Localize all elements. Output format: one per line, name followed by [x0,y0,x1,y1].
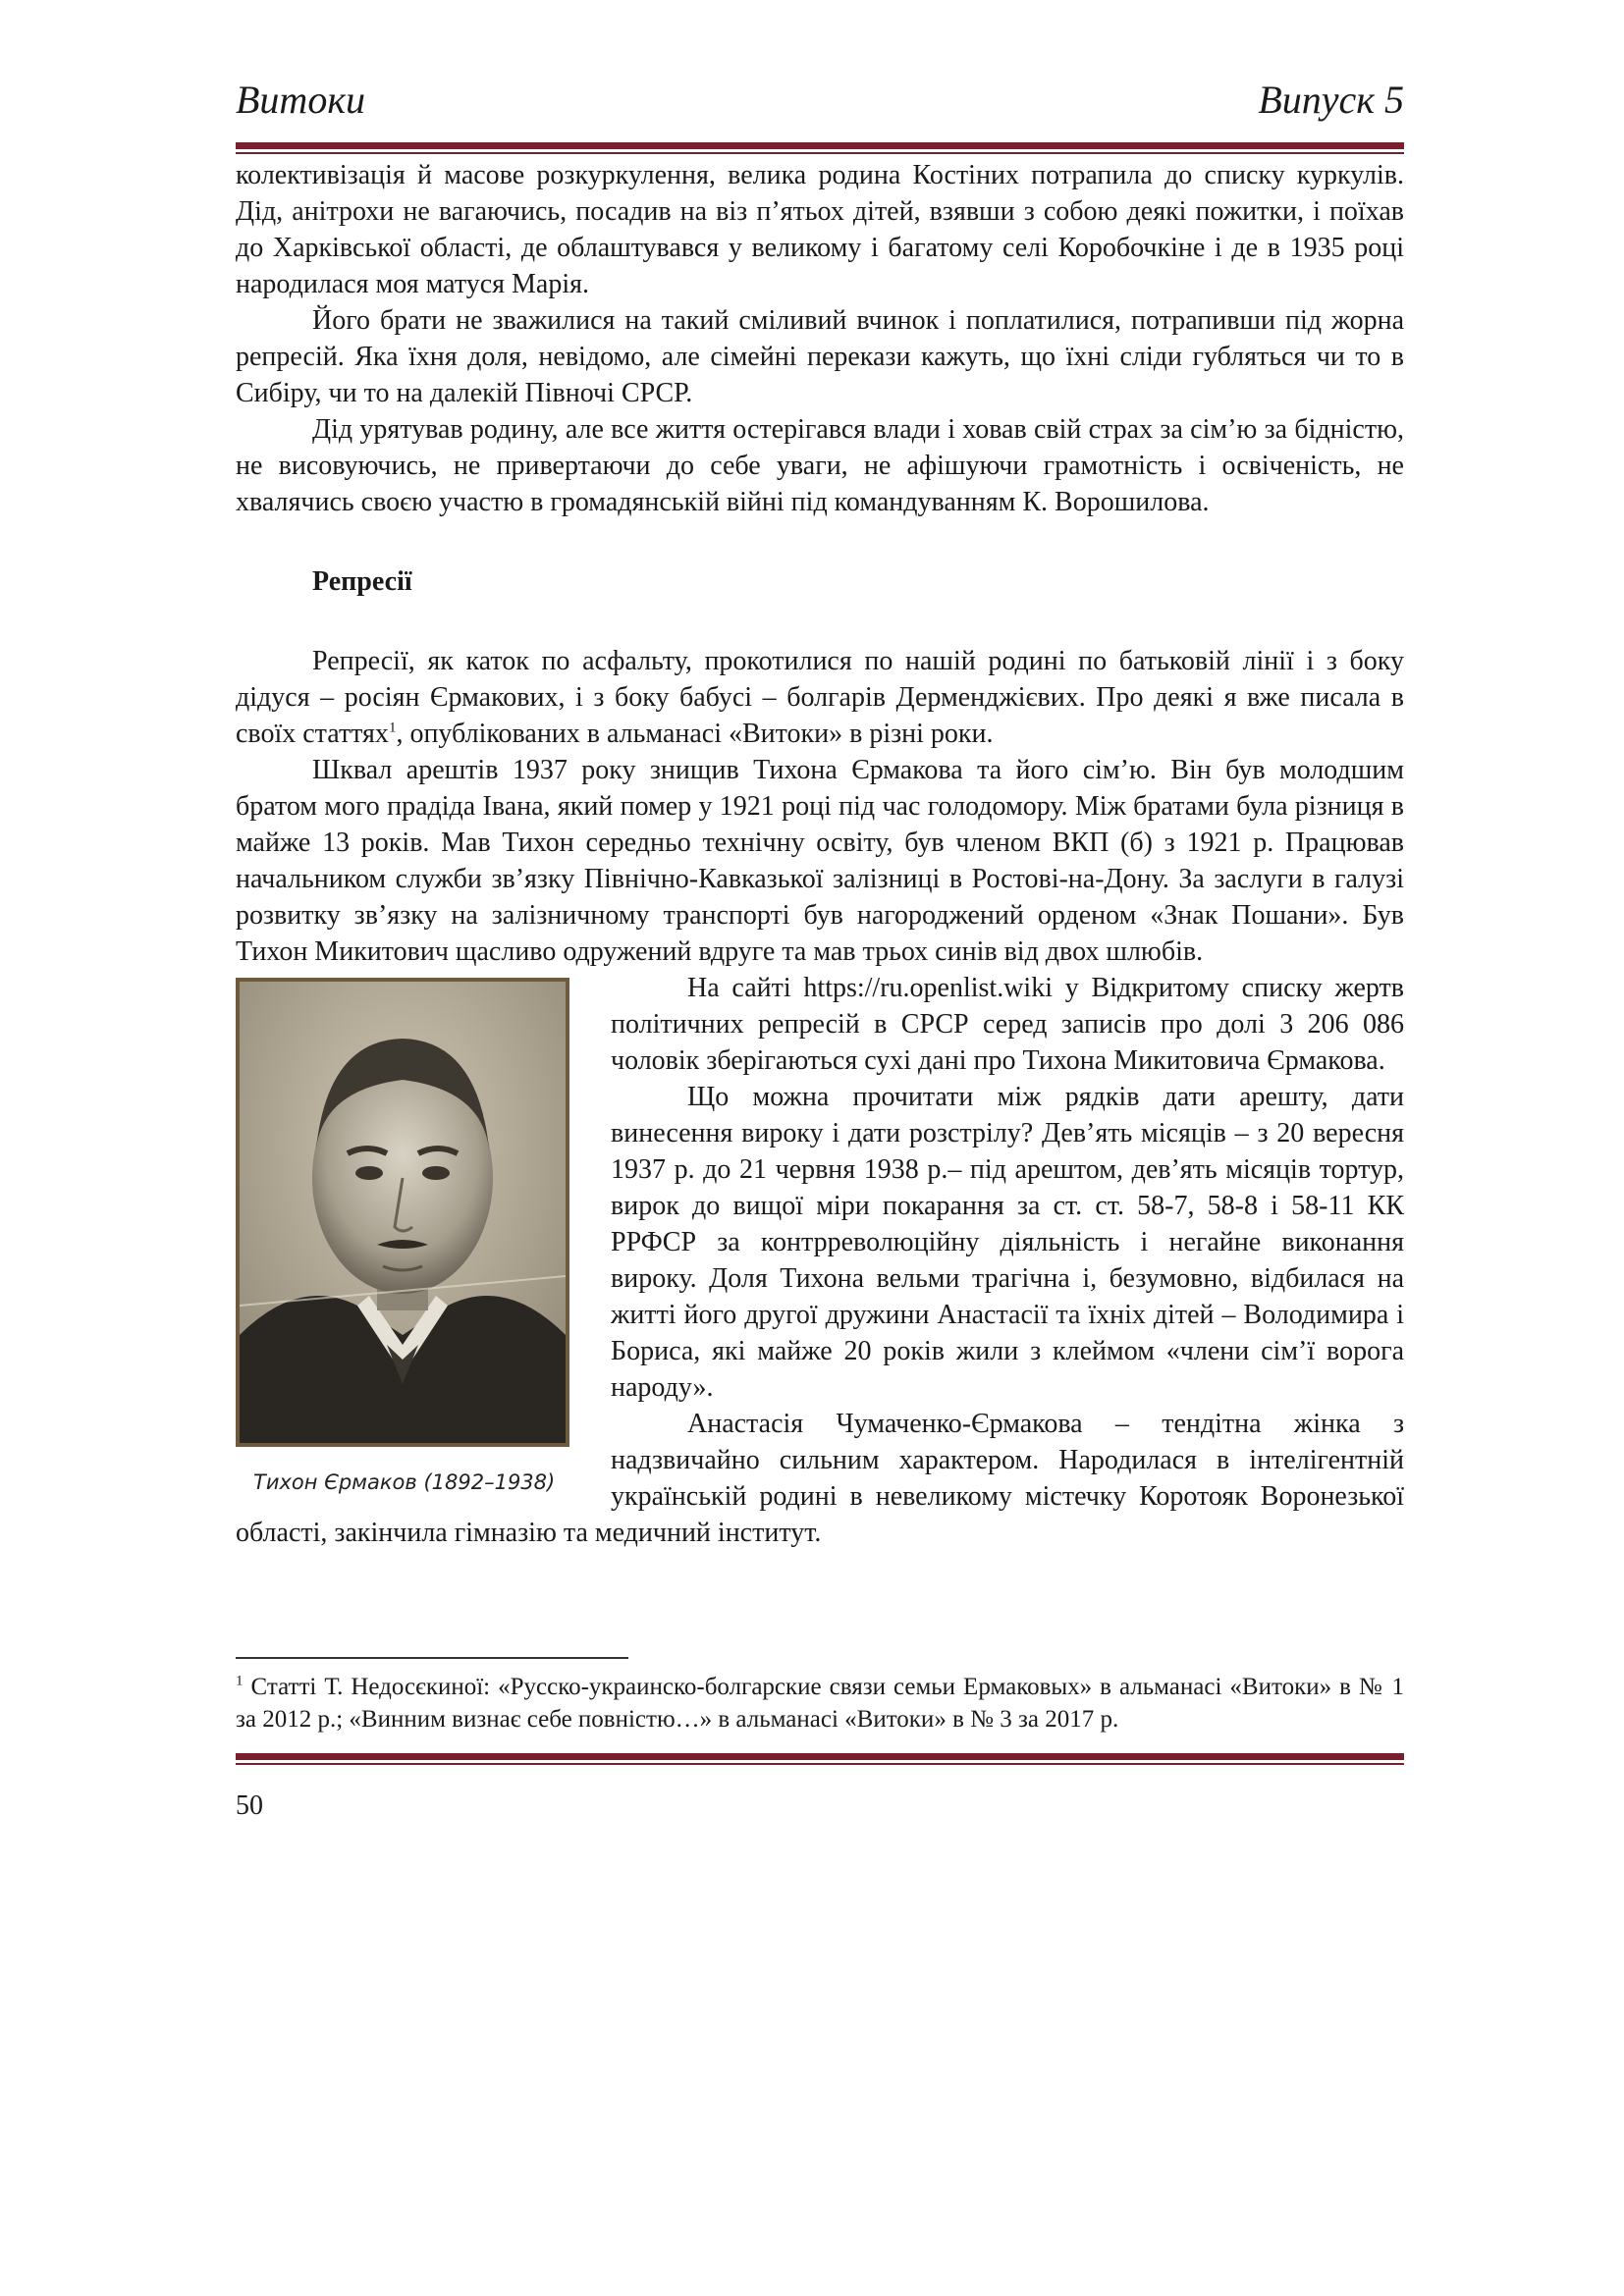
header-rule [236,142,1404,154]
portrait-photo [236,978,569,1447]
paragraph-openlist: На сайті https://ru.openlist.wiki у Відкритому списку жертв політичних репресій в СРСР серед записів про долі 3 206 086 чоловік зберігаються сухі дані про Тихона Микитовича Єрмакова. [611,973,1404,1076]
portrait-image [240,982,566,1443]
footer-rule [236,1753,1404,1765]
paragraph-repressions-tail: , опублікованих в альманасі «Витоки» в різні роки. [396,719,994,749]
running-header [236,77,1404,124]
paragraph-brothers: Його брати не зважилися на такий сміливий вчинок і поплатилися, потрапивши під жорна репресій. Яка їхня доля, невідомо, але сімейні перекази кажуть, що їхні сліди губляться чи то в Сибіру, чи то на далекій Півночі СРСР. [236,305,1404,408]
paragraph-repressions-text: Репресії, як каток по асфальту, прокотилися по нашій родині по батьковій лінії і з боку дідуся – росіян Єрмакових, і з боку бабусі – болгарів Дерменджієвих. Про деякі я вже писала в своїх статтях [236,646,1404,749]
footnote-ref[interactable]: 1 [388,720,397,736]
paragraph-arrests: Шквал арештів 1937 року знищив Тихона Єрмакова та його сім’ю. Він був молодшим братом мого прадіда Івана, який помер у 1921 році під час голодомору. Між братами була різниця в майже 13 років. Мав Тихон середньо технічну освіту, був членом ВКП (б) з 1921 р. Працював начальником служби зв’язку Північно-Кавказької залізниці в Ростові-на-Дону. За заслуги в галузі розвитку зв’язку на залізничному транспорті був нагороджений орденом «Знак Пошани». Був Тихон Микитович щасливо одружений вдруге та мав трьох синів від двох шлюбів. [236,755,1404,967]
paragraph-continuation: колективізація й масове розкуркулення, велика родина Костіних потрапила до списку куркулів. Дід, анітрохи не вагаючись, посадив на віз п’ятьох дітей, взявши з собою деякі пожитки, і поїхав до Харківської області, де облаштувався у великому і багатому селі Коробочкіне і де в 1935 році народилася моя матуся Марія. [236,160,1404,299]
issue-label: Випуск 5 [1258,78,1404,122]
footnote-separator [236,1657,628,1659]
paragraph-repressions [236,643,1404,752]
article-body [236,157,1404,1551]
journal-title: Витоки [236,78,366,122]
section-heading: Репресії [312,566,412,597]
page-number: 50 [236,1790,263,1821]
footnote-number: 1 [236,1673,244,1689]
footnote [236,1671,1404,1735]
paragraph-grandfather: Дід урятував родину, але все життя остерігався влади і ховав свій страх за сім’ю за бідністю, не висовуючись, не привертаючи до себе уваги, не афішуючи грамотність і освіченість, не хвалячись своєю участю в громадянській війні під командуванням К. Ворошилова. [236,414,1404,517]
paragraph-anastasia: Анастасія Чумаченко-Єрмакова – тендітна жінка з надзвичайно сильним характером. Народилася в інтелігентній українській родині в невеликому містечку Коротояк Воронезької області, закінчила гімназію та медичний інститут. [236,1409,1404,1548]
portrait-caption: Тихон Єрмаков (1892–1938) [253,1470,556,1494]
portrait-figure [236,970,589,1496]
footnote-text: Статті Т. Недосєкиної: «Русско-украинско-болгарские связи семьи Ермаковых» в альманасі «Витоки» в № 1 за 2012 р.; «Винним визнає себе повністю…» в альманасі «Витоки» в № 3 за 2017 р. [236,1674,1404,1733]
paragraph-sentence: Що можна прочитати між рядків дати арешту, дати винесення вироку і дати розстрілу? Дев’ять місяців – з 20 вересня 1937 р. до 21 червня 1938 р.– під арештом, дев’ять місяців тортур, вирок до вищої міри покарання за ст. ст. 58-7, 58-8 і 58-11 КК РРФСР за контрреволюційну діяльність і негайне виконання вироку. Доля Тихона вельми трагічна і, безумовно, відбилася на житті його другої дружини Анастасії та їхніх дітей – Володимира і Бориса, які майже 20 років жили з клеймом «члени сім’ї ворога народу». [611,1082,1404,1403]
